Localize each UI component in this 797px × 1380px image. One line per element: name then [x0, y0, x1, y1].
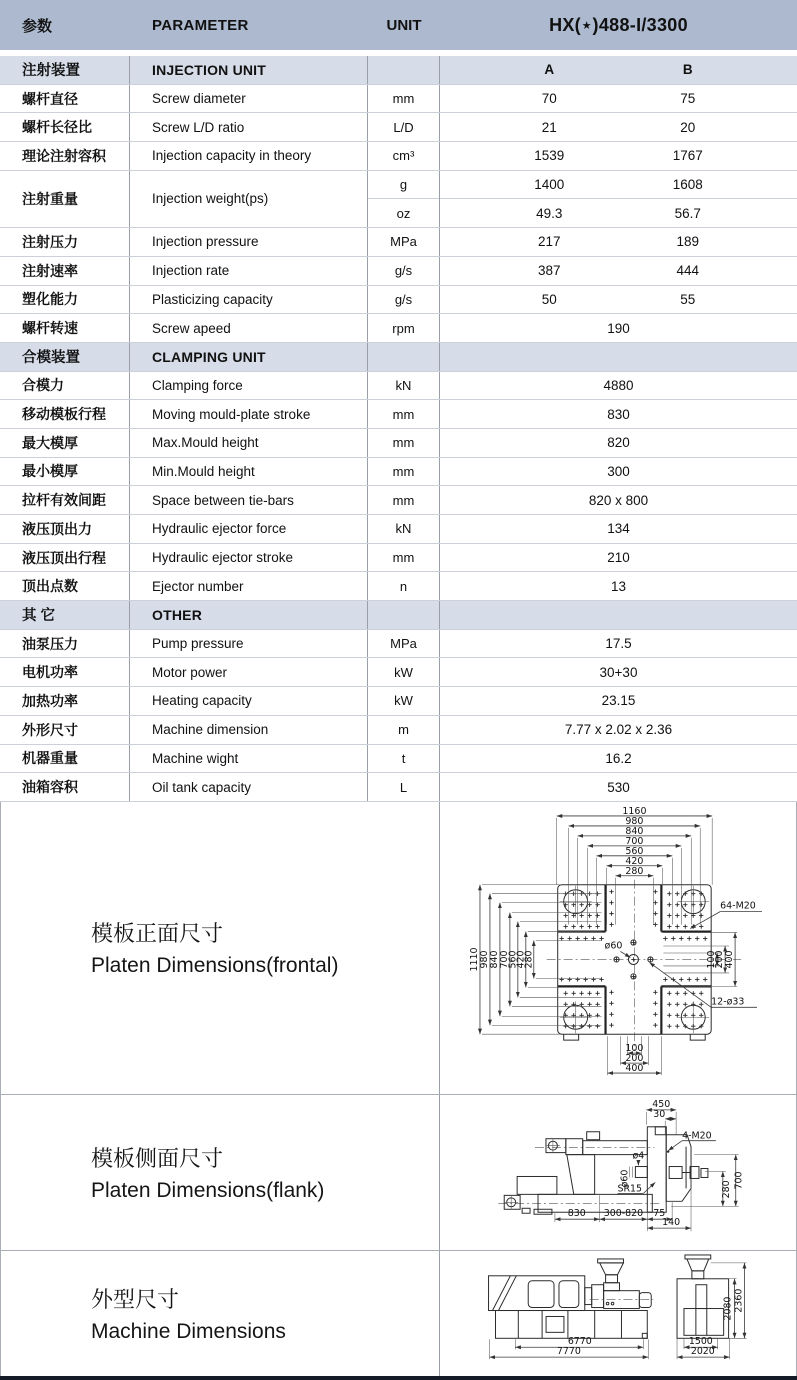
value-merged: 300 [607, 463, 630, 479]
dim-label: 30 [653, 1108, 666, 1120]
header-parameter: PARAMETER [152, 16, 249, 34]
diagrams-panel [0, 802, 797, 1376]
param-en: Injection capacity in theory [130, 142, 368, 170]
dim-label: 200 [714, 950, 726, 969]
param-en: Injection pressure [130, 228, 368, 256]
section-row-other [0, 601, 797, 630]
param-en: Plasticizing capacity [130, 286, 368, 314]
value-cell [440, 429, 797, 457]
dim-label: 830 [567, 1208, 586, 1220]
dim-label: 560 [507, 950, 519, 969]
param-en: Clamping force [130, 372, 368, 400]
table-row [0, 486, 797, 515]
diagram-row-flank [1, 1095, 796, 1251]
table-row [0, 286, 797, 315]
table-row [0, 544, 797, 573]
value-a: 49.3 [536, 205, 563, 221]
platen-frontal-diagram [440, 802, 796, 1094]
dim-label: 700 [498, 950, 510, 969]
dim-label: 700 [625, 835, 644, 847]
section-row-clamping [0, 343, 797, 372]
param-cn: 液压顶出行程 [0, 544, 130, 572]
value-cell [440, 745, 797, 773]
dim-label: 840 [488, 950, 500, 969]
value-merged: 820 x 800 [588, 492, 649, 508]
value-a: 1539 [534, 148, 565, 164]
table-row [0, 658, 797, 687]
param-en: Machine wight [130, 745, 368, 773]
unit-cell: m [368, 716, 440, 744]
unit-cell: kN [368, 372, 440, 400]
value-cell [440, 343, 797, 371]
dim-label: 420 [625, 855, 644, 867]
unit-cell [368, 601, 440, 629]
dim-label: 980 [625, 815, 644, 827]
value-b: 20 [680, 119, 696, 135]
header-cn: 参数 [22, 17, 53, 35]
table-row [0, 314, 797, 343]
value-cell [440, 314, 797, 342]
param-cn: 顶出点数 [0, 572, 130, 600]
value-cell [440, 544, 797, 572]
ab-header [440, 56, 797, 84]
header-unit: UNIT [386, 16, 422, 34]
table-row [0, 773, 797, 802]
diagram-title-block [1, 1251, 440, 1376]
section-row-injection [0, 56, 797, 85]
dim-label: 2080 [722, 1296, 734, 1321]
dim-label: 100 [625, 1043, 644, 1055]
table-row [0, 458, 797, 487]
diagram-figure [440, 802, 796, 1094]
value-merged: 30+30 [599, 664, 638, 680]
dim-label: 2360 [733, 1289, 745, 1313]
diagram-title-cn: 模板侧面尺寸 [91, 1145, 224, 1171]
dim-label: 140 [662, 1217, 681, 1229]
param-en: Oil tank capacity [130, 773, 368, 801]
unit-cell: kN [368, 515, 440, 543]
value-cell [440, 658, 797, 686]
value-cell [440, 716, 797, 744]
diagram-title-cn: 模板正面尺寸 [91, 921, 224, 947]
diagram-row-machine [1, 1251, 796, 1376]
param-en: Hydraulic ejector force [130, 515, 368, 543]
diagram-title-block [1, 802, 440, 1094]
dim-label: 420 [515, 950, 527, 969]
table-row-injection-weight [0, 171, 797, 228]
dim-label: 6770 [567, 1336, 592, 1348]
param-cn: 机器重量 [0, 745, 130, 773]
param-cn: 加热功率 [0, 687, 130, 715]
unit-cell: mm [368, 458, 440, 486]
param-cn: 油泵压力 [0, 630, 130, 658]
section-title-en: INJECTION UNIT [130, 56, 368, 84]
dim-label: 2020 [690, 1346, 715, 1358]
unit-cell: mm [368, 544, 440, 572]
header-model: HX(⋆)488-I/3300 [549, 14, 688, 35]
unit-cell [368, 56, 440, 84]
diagram-row-frontal [1, 802, 796, 1095]
param-cn: 最小模厚 [0, 458, 130, 486]
value-b: 1608 [672, 176, 703, 192]
value-merged: 23.15 [601, 693, 636, 709]
dim-label: 1160 [622, 805, 647, 817]
unit-cell: t [368, 745, 440, 773]
table-row [0, 257, 797, 286]
unit-cell: g/s [368, 286, 440, 314]
param-en: Max.Mould height [130, 429, 368, 457]
table-header [0, 0, 797, 50]
table-row [0, 716, 797, 745]
value-cell [440, 372, 797, 400]
value-cell [440, 515, 797, 543]
param-en: Space between tie-bars [130, 486, 368, 514]
unit-cell: MPa [368, 630, 440, 658]
value-cell [440, 601, 797, 629]
section-title-cn: 注射装置 [0, 56, 130, 84]
col-b-label: B [682, 62, 693, 78]
value-cell [440, 228, 797, 256]
table-row [0, 429, 797, 458]
param-cn: 塑化能力 [0, 286, 130, 314]
table-row [0, 85, 797, 114]
param-en: Moving mould-plate stroke [130, 400, 368, 428]
section-title-cn: 其 它 [0, 601, 130, 629]
value-cell [440, 572, 797, 600]
diagram-figure [440, 1095, 796, 1250]
diagram-title-en: Platen Dimensions(frontal) [91, 954, 339, 978]
param-en: Screw diameter [130, 85, 368, 113]
unit-cell: mm [368, 486, 440, 514]
param-en: Motor power [130, 658, 368, 686]
value-merged: 16.2 [605, 750, 632, 766]
table-row [0, 687, 797, 716]
param-en: Screw L/D ratio [130, 113, 368, 141]
param-cn: 拉杆有效间距 [0, 486, 130, 514]
param-cn: 油箱容积 [0, 773, 130, 801]
value-merged: 530 [607, 779, 630, 795]
table-row [0, 515, 797, 544]
table-row [0, 630, 797, 659]
machine-dimensions-diagram [440, 1251, 796, 1375]
value-merged: 134 [607, 521, 630, 537]
value-cell [440, 687, 797, 715]
dim-label: 300-820 [603, 1208, 644, 1220]
value-a: 387 [537, 263, 561, 279]
param-cn: 注射速率 [0, 257, 130, 285]
unit-cell [368, 171, 440, 227]
value-b: 444 [676, 263, 700, 279]
unit-cell: cm³ [368, 142, 440, 170]
param-cn: 注射压力 [0, 228, 130, 256]
unit-cell: L [368, 773, 440, 801]
value-b: 75 [680, 91, 696, 107]
value-merged: 17.5 [605, 636, 632, 652]
table-row [0, 142, 797, 171]
unit-cell: MPa [368, 228, 440, 256]
value-a: 50 [541, 291, 557, 307]
value-merged: 820 [607, 435, 630, 451]
param-cn: 液压顶出力 [0, 515, 130, 543]
unit-cell: n [368, 572, 440, 600]
value-cell [440, 85, 797, 113]
table-row [0, 372, 797, 401]
value-cell [440, 773, 797, 801]
value-cell [440, 142, 797, 170]
unit-cell: mm [368, 429, 440, 457]
unit-oz: oz [396, 205, 411, 221]
unit-cell: rpm [368, 314, 440, 342]
value-merged: 7.77 x 2.02 x 2.36 [564, 722, 673, 738]
param-cn: 合模力 [0, 372, 130, 400]
dim-label: ø60 [619, 1169, 631, 1188]
param-en: Machine dimension [130, 716, 368, 744]
value-merged: 210 [607, 550, 630, 566]
footer-bar [0, 1376, 797, 1380]
dim-label: 1500 [688, 1336, 713, 1348]
value-b: 1767 [672, 148, 703, 164]
param-cn: 最大模厚 [0, 429, 130, 457]
value-b: 189 [676, 234, 700, 250]
value-cell [440, 400, 797, 428]
unit-cell: mm [368, 85, 440, 113]
table-row [0, 228, 797, 257]
dim-label: 200 [625, 1053, 644, 1065]
dim-label: 840 [625, 825, 644, 837]
unit-cell: mm [368, 400, 440, 428]
dim-label: SR15 [617, 1183, 643, 1195]
unit-cell: kW [368, 658, 440, 686]
param-en: Screw apeed [130, 314, 368, 342]
value-b: 55 [680, 291, 696, 307]
value-cell [440, 486, 797, 514]
dim-label: 280 [720, 1180, 732, 1199]
value-a: 217 [537, 234, 561, 250]
param-cn: 理论注射容积 [0, 142, 130, 170]
section-title-en: CLAMPING UNIT [130, 343, 368, 371]
dim-label: ø60 [604, 940, 623, 952]
param-cn: 电机功率 [0, 658, 130, 686]
dim-label: 75 [653, 1208, 666, 1220]
value-merged: 190 [607, 320, 630, 336]
platen-flank-diagram [440, 1095, 796, 1250]
section-title-en: OTHER [130, 601, 368, 629]
value-b: 56.7 [674, 205, 701, 221]
param-en: Ejector number [130, 572, 368, 600]
dim-label: 100 [706, 950, 718, 969]
dim-label: 560 [625, 845, 644, 857]
dim-label: 7770 [556, 1346, 581, 1358]
dim-label: 1110 [468, 947, 480, 972]
param-en: Hydraulic ejector stroke [130, 544, 368, 572]
dim-label: 980 [478, 950, 490, 969]
value-a: 70 [541, 91, 557, 107]
dim-label: ø4 [632, 1150, 645, 1162]
dim-label: 12-ø33 [711, 996, 745, 1008]
diagram-title-en: Machine Dimensions [91, 1319, 286, 1343]
param-en: Heating capacity [130, 687, 368, 715]
value-a: 1400 [534, 176, 565, 192]
param-en: Min.Mould height [130, 458, 368, 486]
param-en: Injection rate [130, 257, 368, 285]
dim-label: 400 [625, 1062, 644, 1074]
value-a: 21 [541, 119, 557, 135]
param-en: Injection weight(ps) [130, 171, 368, 227]
param-cn: 注射重量 [0, 171, 130, 227]
table-row [0, 745, 797, 774]
param-cn: 螺杆转速 [0, 314, 130, 342]
param-en: Pump pressure [130, 630, 368, 658]
param-cn: 螺杆长径比 [0, 113, 130, 141]
dim-label: 700 [733, 1171, 745, 1190]
unit-cell: L/D [368, 113, 440, 141]
value-cell [440, 113, 797, 141]
section-title-cn: 合模装置 [0, 343, 130, 371]
diagram-title-cn: 外型尺寸 [91, 1286, 180, 1312]
dim-label: 400 [724, 950, 736, 969]
col-a-label: A [544, 62, 555, 78]
dim-label: 4-M20 [682, 1130, 712, 1142]
param-cn: 外形尺寸 [0, 716, 130, 744]
unit-g: g [368, 171, 439, 199]
diagram-title-en: Platen Dimensions(flank) [91, 1178, 325, 1202]
unit-cell [368, 343, 440, 371]
dim-label: 280 [625, 865, 644, 877]
table-row [0, 572, 797, 601]
value-cell [440, 171, 797, 227]
value-merged: 830 [607, 406, 630, 422]
param-cn: 移动模板行程 [0, 400, 130, 428]
unit-cell: g/s [368, 257, 440, 285]
value-cell [440, 257, 797, 285]
value-cell [440, 458, 797, 486]
value-cell [440, 630, 797, 658]
diagram-title-block [1, 1095, 440, 1250]
value-cell [440, 286, 797, 314]
dim-label: 280 [523, 950, 535, 969]
dim-label: 64-M20 [720, 900, 756, 912]
table-row [0, 400, 797, 429]
table-row [0, 113, 797, 142]
value-merged: 13 [610, 578, 627, 594]
diagram-figure [440, 1251, 796, 1376]
dim-label: 450 [652, 1098, 671, 1110]
unit-cell: kW [368, 687, 440, 715]
value-merged: 4880 [603, 377, 634, 393]
param-cn: 螺杆直径 [0, 85, 130, 113]
